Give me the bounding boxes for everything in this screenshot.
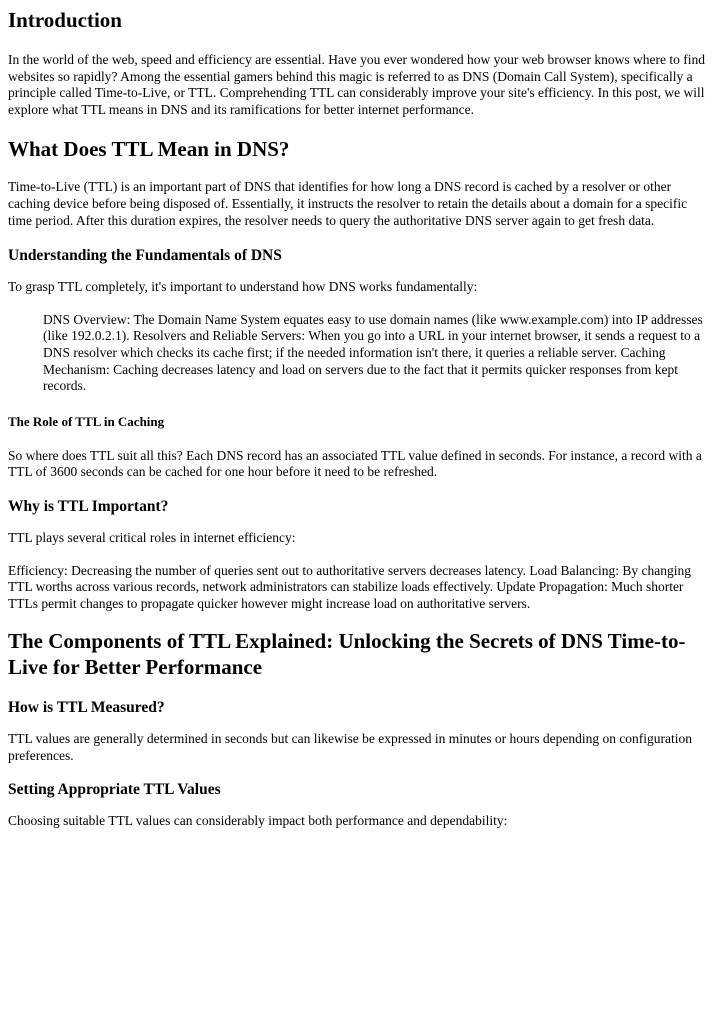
important-heading: Why is TTL Important? (8, 497, 169, 515)
important-paragraph-1: TTL plays several critical roles in internet efficiency: (8, 529, 296, 545)
dns-overview-quote: DNS Overview: The Domain Name System equates easy to use domain names (like www.example.com) into IP addresses (like 192.0.2.1). Resolvers and Reliable Servers: When you go into a URL in your internet browser, it sends a request to a DNS resolver which checks its cache first; if the needed information isn't there, it queries a reliable server. Caching Mechanism: Caching decreases latency and load on servers due to the fact that it permits quicker responses from kept records. (43, 311, 703, 394)
measured-heading: How is TTL Measured? (8, 699, 165, 717)
components-heading: The Components of TTL Explained: Unlocking the Secrets of DNS Time-to-Live for Better Performance (8, 629, 686, 680)
what-ttl-heading: What Does TTL Mean in DNS? (8, 137, 290, 162)
what-ttl-paragraph: Time-to-Live (TTL) is an important part of DNS that identifies for how long a DNS record is cached by a resolver or other caching device before being disposed of. Essentially, it instructs the resolver to retain the details about a domain for a specific time period. After this duration expires, the resolver needs to query the authoritative DNS server again to get fresh data. (8, 179, 688, 228)
fundamentals-paragraph: To grasp TTL completely, it's important to understand how DNS works fundamentally: (8, 279, 478, 295)
fundamentals-heading: Understanding the Fundamentals of DNS (8, 247, 282, 265)
important-paragraph-2: Efficiency: Decreasing the number of queries sent out to authoritative servers decreases latency. Load Balancing: By changing TTL worths across various records, network administrators can stabilize loads effectively. Update Propagation: Much shorter TTLs permit changes to propagate quicker however might increase load on authoritative servers. (8, 562, 692, 611)
intro-heading: Introduction (8, 8, 122, 32)
caching-heading: The Role of TTL in Caching (8, 413, 165, 429)
setting-paragraph: Choosing suitable TTL values can considerably impact both performance and dependability: (8, 813, 508, 829)
intro-paragraph: In the world of the web, speed and efficiency are essential. Have you ever wondered how your web browser knows where to find websites so rapidly? Among the essential gamers behind this magic is referred to as DNS (Domain Call System), specifically a principle called Time-to-Live, or TTL. Comprehending TTL can considerably improve your site's efficiency. In this post, we will explore what TTL means in DNS and its ramifications for better internet performance. (8, 52, 706, 117)
setting-heading: Setting Appropriate TTL Values (8, 781, 221, 799)
measured-paragraph: TTL values are generally determined in seconds but can likewise be expressed in minutes or hours depending on configuration preferences. (8, 731, 693, 763)
caching-paragraph: So where does TTL suit all this? Each DNS record has an associated TTL value defined in seconds. For instance, a record with a TTL of 3600 seconds can be cached for one hour before it need to be refreshed. (8, 447, 702, 480)
